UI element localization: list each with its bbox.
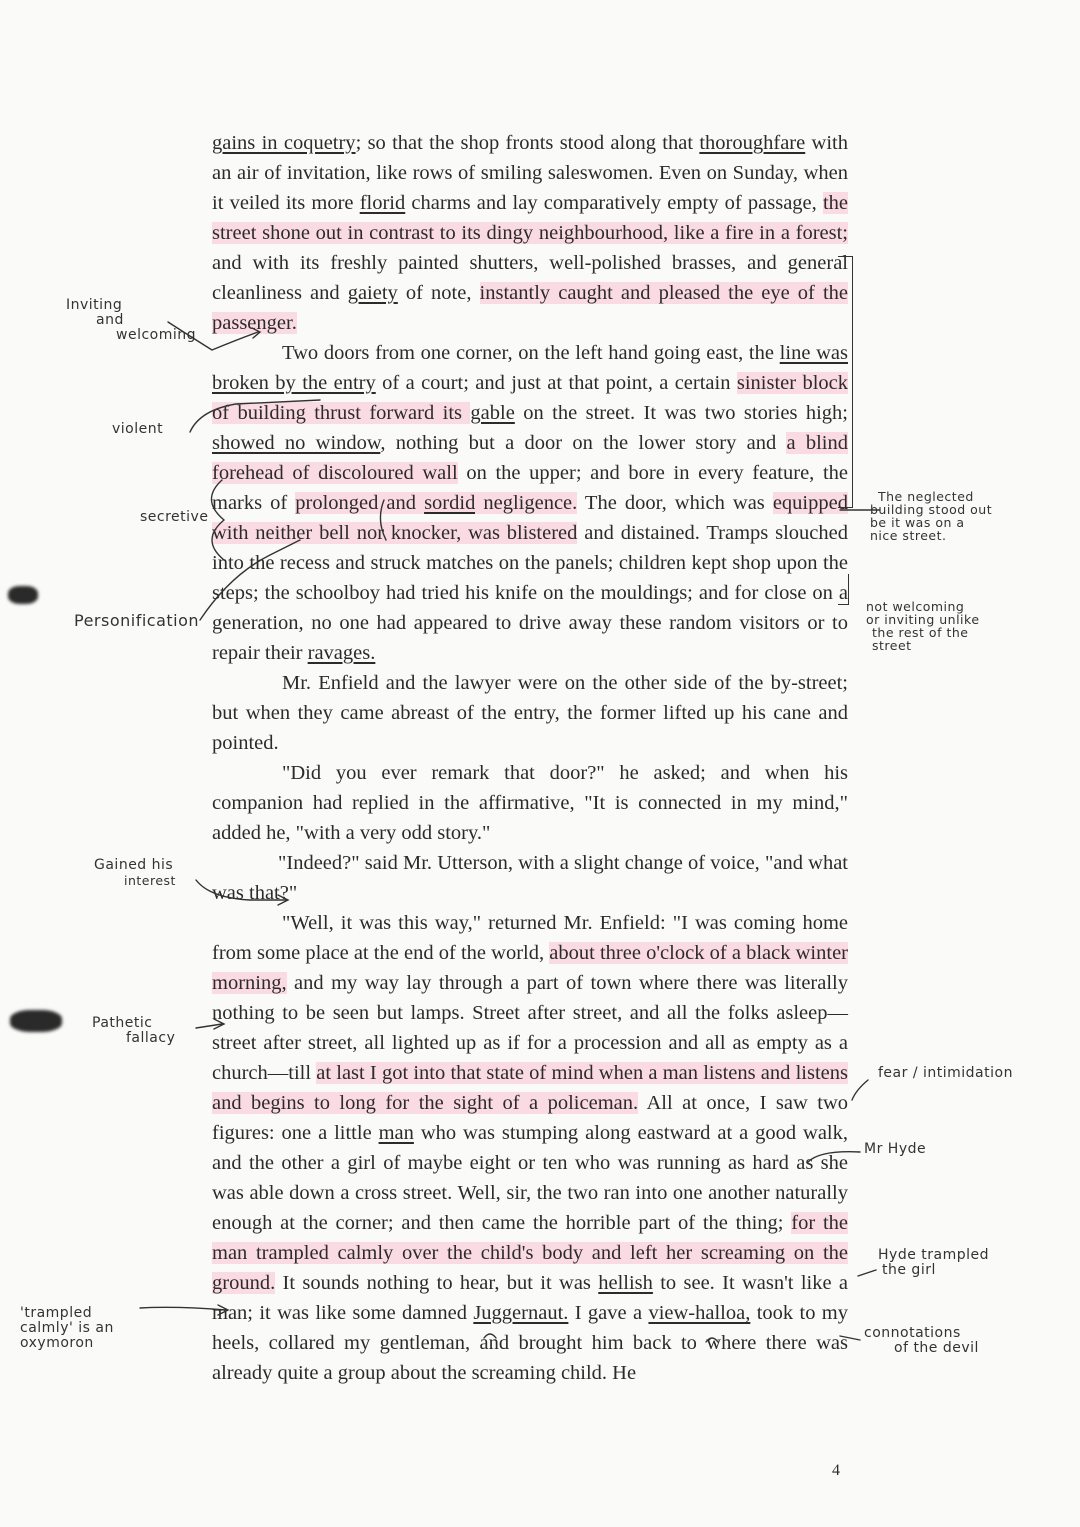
highlight-pleased-eye: instantly caught and pleased the eye of the passenger. xyxy=(212,282,849,334)
highlight-trampled: for the man trampled calmly over the child's body and left her screaming on the ground. xyxy=(212,1212,848,1294)
paragraph-5: "Indeed?" said Mr. Utterson, with a slight change of voice, "and what was that?" xyxy=(212,852,848,904)
paragraph-4: "Did you ever remark that door?" he asked; and when his companion had replied in the affirmative, "It is connected in my mind," added he, "with a very odd story." xyxy=(212,762,848,844)
highlight-bell-knocker: equipped with neither bell nor knocker, was blistered xyxy=(212,492,848,544)
note-violent: violent xyxy=(112,421,164,437)
note-mr-hyde: Mr Hyde xyxy=(864,1141,927,1157)
note-not-welcoming: not welcoming or inviting unlike the rest of the street xyxy=(866,599,980,653)
highlight-fire-in-forest: the street shone out in contrast to its dingy neighbourhood, like a fire in a forest; xyxy=(212,192,848,244)
highlight-policeman: at last I got into that state of mind when a man listens and listens and begins to long for the sight of a policeman. xyxy=(212,1062,848,1114)
paragraph-2: Two doors from one corner, on the left hand going east, the line was broken by the entry of a court; and just at that point, a certain sinister block of building thrust forward its gable on the street. It was two stories high; showed no window, nothing but a door on the lower story and a blind forehead of discoloured wall on the upper; and bore in every feature, the marks of prolonged and sordid negligence. The door, which was equipped with neither bell nor knocker, was blistered and distained. Tramps slouched into the recess and struck matches on the panels; children kept shop upon the steps; the schoolboy had tried his knife on the mouldings; and for close on a generation, no one had appeared to drive away these random visitors or to repair their ravages. xyxy=(212,342,849,664)
note-oxymoron: 'trampled calmly' is an oxymoron xyxy=(20,1305,114,1351)
note-pathetic-fallacy: Pathetic fallacy xyxy=(92,1015,176,1046)
note-secretive: secretive xyxy=(140,509,209,525)
note-fear: fear / intimidation xyxy=(878,1065,1013,1081)
highlight-winter-morning: about three o'clock of a black winter morning, xyxy=(212,942,849,994)
highlight-blind-forehead: a blind forehead of discoloured wall xyxy=(212,432,848,484)
paragraph-3: Mr. Enfield and the lawyer were on the other side of the by-street; but when they came abreast of the entry, the former lifted up his cane and pointed. xyxy=(212,672,848,754)
book-passage xyxy=(212,128,848,1388)
page-number: 4 xyxy=(832,1462,840,1479)
ink-smudge-bottom xyxy=(10,1010,62,1032)
highlight-sinister-block: sinister block of building thrust forward its xyxy=(212,372,849,424)
bracket-street xyxy=(838,256,853,508)
note-personification: Personification xyxy=(74,611,200,630)
note-inviting: Inviting and welcoming xyxy=(66,297,197,343)
note-connotations: connotations of the devil xyxy=(864,1325,979,1356)
paragraph-1: gains in coquetry; so that the shop fronts stood along that thoroughfare with an air of invitation, like rows of smiling saleswomen. Even on Sunday, when it veiled its more florid charms and lay comparatively empty of passage, the street shone out in contrast to its dingy neighbourhood, like a fire in a forest; and with its freshly painted shutters, well-polished brasses, and general cleanliness and gaiety of note, instantly caught and pleased the eye of the passenger. xyxy=(212,132,849,334)
ink-smudge-top xyxy=(8,586,38,604)
note-neglected: The neglected building stood out be it was on a nice street. xyxy=(870,489,993,543)
bracket-door xyxy=(838,574,849,605)
note-hyde-trampled: Hyde trampled the girl xyxy=(878,1247,990,1278)
paragraph-6: "Well, it was this way," returned Mr. Enfield: "I was coming home from some place at the end of the world, about three o'clock of a black winter morning, and my way lay through a part of town where there was literally nothing to be seen but lamps. Street after street, and all the folks asleep—street after street, all lighted up as if for a procession and all as empty as a church—till at last I got into that state of mind when a man listens and listens and begins to long for the sight of a policeman. All at once, I saw two figures: one a little man who was stumping along eastward at a good walk, and the other a girl of maybe eight or ten who was running as hard as she was able down a cross street. Well, sir, the two ran into one another naturally enough at the corner; and then came the horrible part of the thing; for the man trampled calmly over the child's body and left her screaming on the ground. It sounds nothing to hear, but it was hellish to see. It wasn't like a man; it was like some damned Juggernaut. I gave a view-halloa, took to my heels, collared my gentleman, and brought him back to where there was already quite a group about the screaming child. He xyxy=(212,912,849,1384)
note-gained-interest: Gained his interest xyxy=(94,857,176,888)
